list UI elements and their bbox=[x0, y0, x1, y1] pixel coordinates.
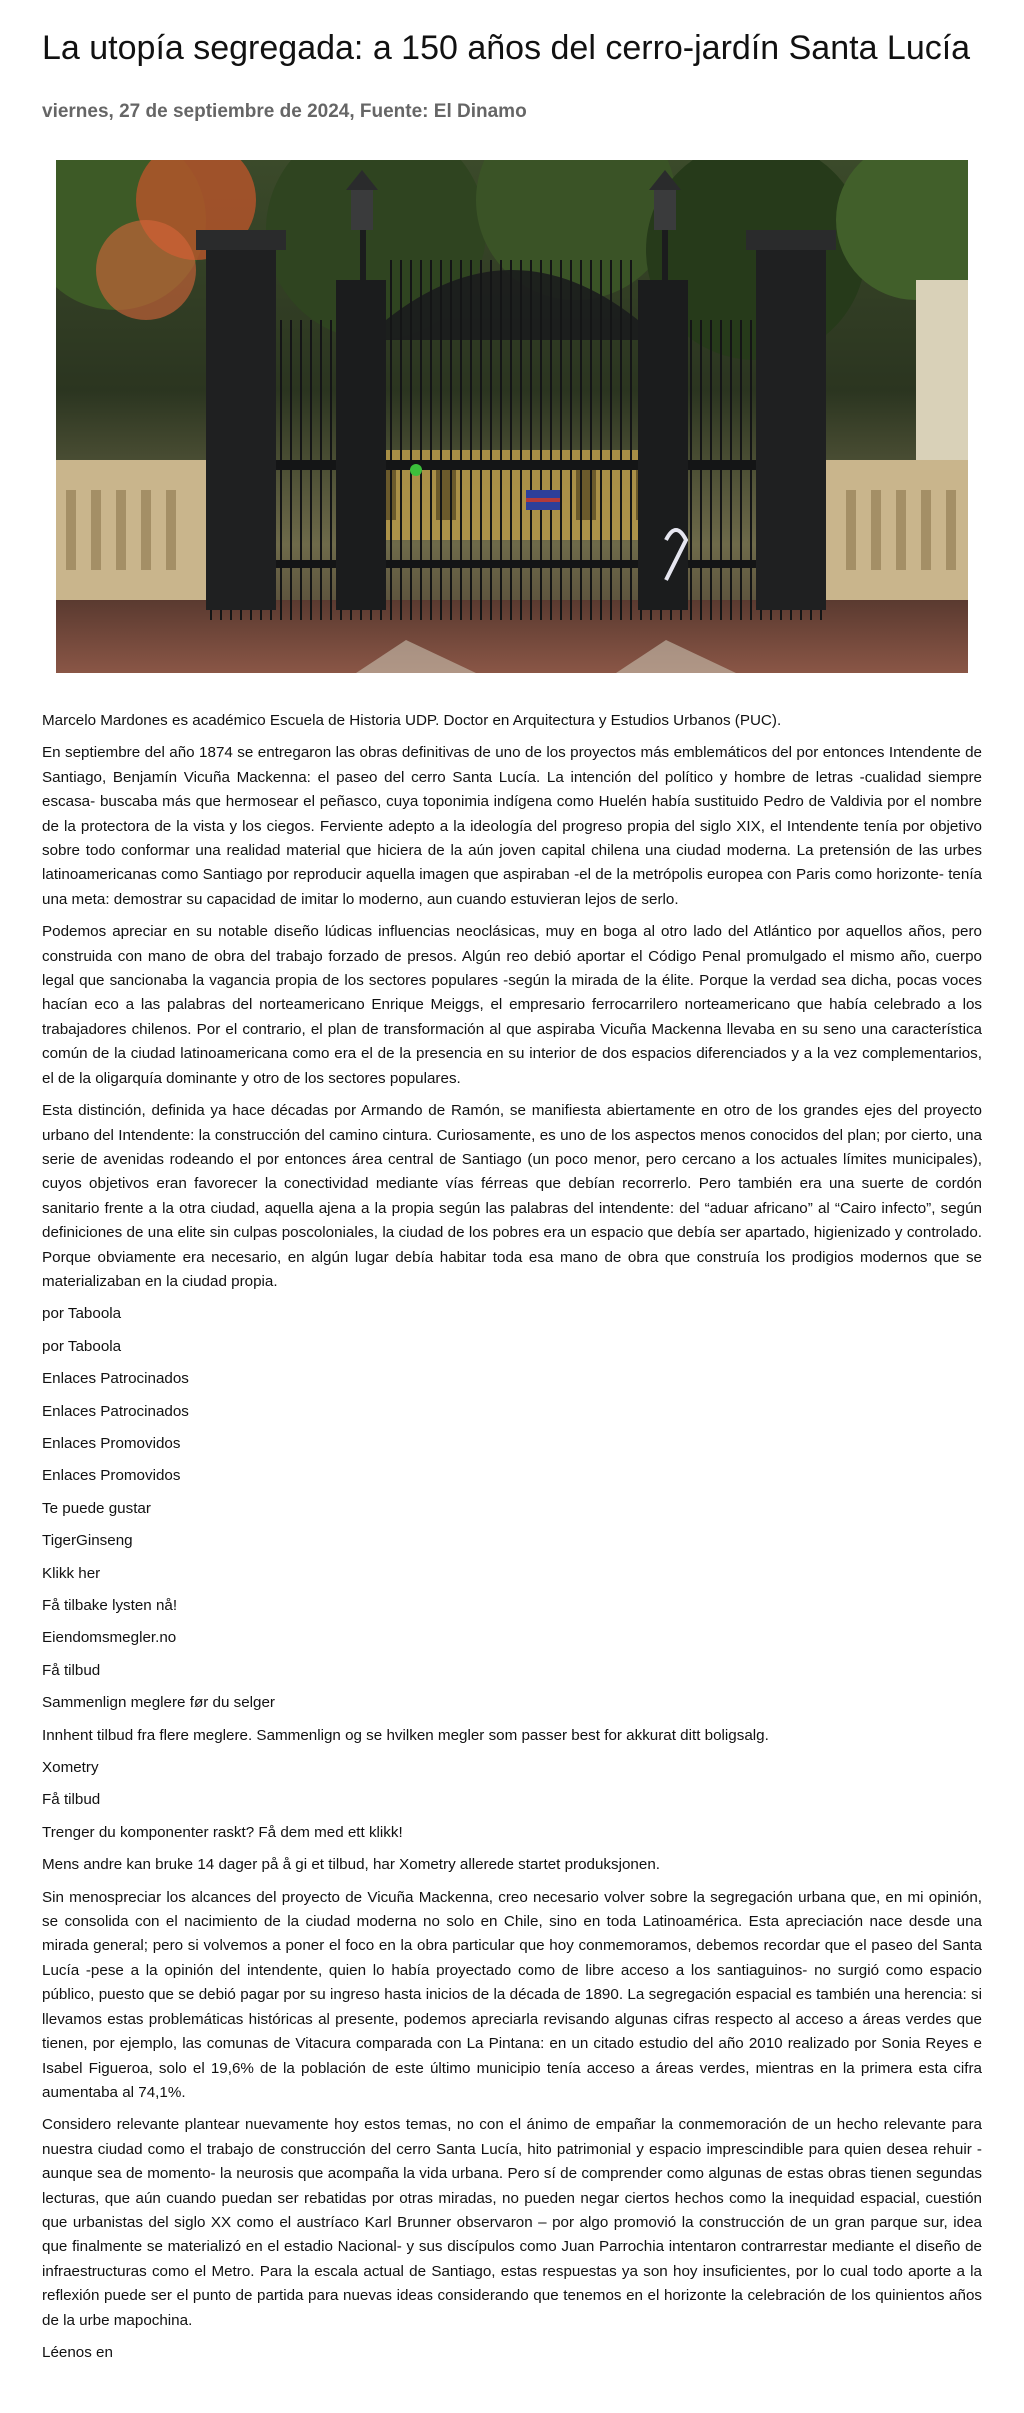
ad-cta-link[interactable]: Få tilbud bbox=[42, 1661, 101, 1679]
ad-cta-link[interactable]: Få tilbud bbox=[42, 1791, 101, 1809]
gate-photo-illustration bbox=[56, 160, 968, 673]
ad-headline[interactable]: Trenger du komponenter raskt? Få dem med ett klikk! bbox=[42, 1823, 403, 1841]
author-line: Marcelo Mardones es académico Escuela de Historia UDP. Doctor en Arquitectura y Estudios Urbanos (PUC). bbox=[42, 712, 782, 729]
ad-description[interactable]: Mens andre kan bruke 14 dager på å gi et tilbud, har Xometry allerede startet produksjonen. bbox=[42, 1856, 660, 1874]
article-paragraph: Podemos apreciar en su notable diseño lúdicas influencias neoclásicas, muy en boga al otro lado del Atlántico por aquellos años, pero construida con mano de obra del trabajo forzado de presos. Algún reo debió aportar el Código Penal promulgado el mismo año, cuerpo legal que sancionaba la vagancia propia de los sectores populares -según la mirada de la élite. Porque la verdad sea dicha, pocas voces hacían eco a las palabras del norteamericano Enrique Meiggs, el empresario ferrocarrilero norteamericano que había celebrado a los trabajadores chilenos. Por el contrario, el plan de transformación al que aspiraba Vicuña Mackenna llevaba en su seno una característica común de la ciudad latinoamericana como era el de la presencia en su interior de dos espacios diferenciados y a la vez complementarios, el de la oligarquía dominante y otro de los sectores populares. bbox=[42, 923, 982, 1087]
ad-sponsor-name[interactable]: Xometry bbox=[42, 1759, 99, 1777]
sponsored-links-label[interactable]: Enlaces Patrocinados bbox=[42, 1402, 189, 1420]
ad-headline[interactable]: Sammenlign meglere før du selger bbox=[42, 1694, 275, 1712]
article-paragraph: En septiembre del año 1874 se entregaron las obras definitivas de uno de los proyectos más emblemáticos del por entonces Intendente de Santiago, Benjamín Vicuña Mackenna: el paseo del cerro Santa Lucía. La intención del político y hombre de letras -cualidad siempre escasa- buscaba más que hermosear el peñasco, cuya toponimia indígena como Huelén había sustituido Pedro de Valdivia por el nombre de la protectora de la vista y los ciegos. Ferviente adepto a la ideología del progreso propia del siglo XIX, el Intendente tenía por objetivo sobre todo conformar una realidad material que hiciera de la aún joven capital chilena una ciudad moderna. La pretensión de las urbes latinoamericanas como Santiago por reproducir aquella imagen que aspiraban -el de la metrópolis europea con Paris como horizonte- tenía una meta: demostrar su capacidad de imitar lo moderno, aun cuando estuvieran lejos de serlo. bbox=[42, 744, 982, 908]
you-may-like-label: Te puede gustar bbox=[42, 1499, 151, 1517]
article-page bbox=[42, 0, 982, 2413]
promoted-links-label[interactable]: Enlaces Promovidos bbox=[42, 1434, 181, 1452]
article-paragraph: Considero relevante plantear nuevamente hoy estos temas, no con el ánimo de empañar la conmemoración de un hecho relevante para nuestra ciudad como el trabajo de construcción del cerro Santa Lucía, hito patrimonial y espacio imprescindible para quien desea rehuir -aunque sea de momento- la neurosis que acompaña la vida urbana. Pero sí de comprender como algunas de estas obras tienen segundas lecturas, que aún cuando puedan ser rebatidas por otras miradas, no pueden negar ciertos hechos como la inequidad espacial, cuestión que urbanistas del siglo XX como el austríaco Karl Brunner observaron – por algo promovió la construcción de un gran parque sur, idea que finalmente se materializó en el estadio Nacional- y sus discípulos como Juan Parrochia intentaron contrarrestar mediante el diseño de infraestructuras como el Metro. Para la escala actual de Santiago, estas respuestas ya son hoy insuficientes, por lo cual todo aporte a la reflexión puede ser el punto de partida para nuevas ideas considerando que tenemos en el horizonte la celebración de los quinientos años de la urbe mapochina. bbox=[42, 2116, 982, 2329]
ad-sponsor-name[interactable]: TigerGinseng bbox=[42, 1532, 133, 1550]
promoted-links-label[interactable]: Enlaces Promovidos bbox=[42, 1467, 181, 1485]
ad-cta-link[interactable]: Klikk her bbox=[42, 1564, 101, 1582]
article-body bbox=[42, 709, 982, 2365]
ad-sponsor-name[interactable]: Eiendomsmegler.no bbox=[42, 1629, 177, 1647]
taboola-label[interactable]: por Taboola bbox=[42, 1305, 122, 1323]
ad-description[interactable]: Innhent tilbud fra flere meglere. Sammenlign og se hvilken megler som passer best for akkurat ditt boligsalg. bbox=[42, 1726, 769, 1744]
sponsored-links-label[interactable]: Enlaces Patrocinados bbox=[42, 1370, 189, 1388]
article-title: La utopía segregada: a 150 años del cerro-jardín Santa Lucía bbox=[42, 29, 971, 67]
ad-headline[interactable]: Få tilbake lysten nå! bbox=[42, 1597, 178, 1614]
article-paragraph: Sin menospreciar los alcances del proyecto de Vicuña Mackenna, creo necesario volver sobre la segregación urbana que, en mi opinión, se consolida con el nacimiento de la ciudad moderna no solo en Chile, sino en toda Latinoamérica. Esta apreciación nace desde una mirada general; pero si volvemos a poner el foco en la obra particular que hoy conmemoramos, debemos recordar que el paseo del Santa Lucía -pese a la opinión del intendente, quien lo había proyectado como de libre acceso a los santiaguinos- no surgió como espacio público, puesto que se debió pagar por su ingreso hasta inicios de la década de 1890. La segregación espacial es también una herencia: si llevamos estas problemáticas históricas al presente, podemos apreciarla revisando algunas cifras respecto al acceso a áreas verdes que tienen, por ejemplo, las comunas de Vitacura comparada con La Pintana: en un citado estudio del año 2010 realizado por Sonia Reyes e Isabel Figueroa, solo el 19,6% de la población de este último municipio tenía acceso a áreas verdes, mientras en la primera esta cifra aumentaba al 74,1%. bbox=[42, 1888, 982, 2101]
hero-image bbox=[56, 160, 968, 673]
article-meta: viernes, 27 de septiembre de 2024, Fuente: El Dinamo bbox=[42, 101, 527, 122]
taboola-label[interactable]: por Taboola bbox=[42, 1337, 122, 1355]
article-paragraph: Esta distinción, definida ya hace décadas por Armando de Ramón, se manifiesta abiertamente en otro de los grandes ejes del proyecto urbano del Intendente: la construcción del camino cintura. Curiosamente, es uno de los aspectos menos conocidos del plan; por cierto, una serie de avenidas rodeando el por entonces área central de Santiago (un poco menor, pero cercano a los actuales límites municipales), cuyos objetivos eran favorecer la conectividad mediante vías férreas que debían recorrerlo. Pero también era una suerte de cordón sanitario frente a la otra ciudad, aquella ajena a la propia según las palabras del intendente: del “aduar africano” al “Cairo infecto”, según definiciones de una elite sin culpas poscoloniales, la ciudad de los pobres era un espacio que debía ser apartado, higienizado y controlado. Porque obviamente era necesario, en algún lugar debía habitar toda esa mano de obra que construía los prodigios modernos que se materializaban en la ciudad propia. bbox=[42, 1102, 982, 1290]
read-us-on-label: Léenos en bbox=[42, 2343, 113, 2361]
